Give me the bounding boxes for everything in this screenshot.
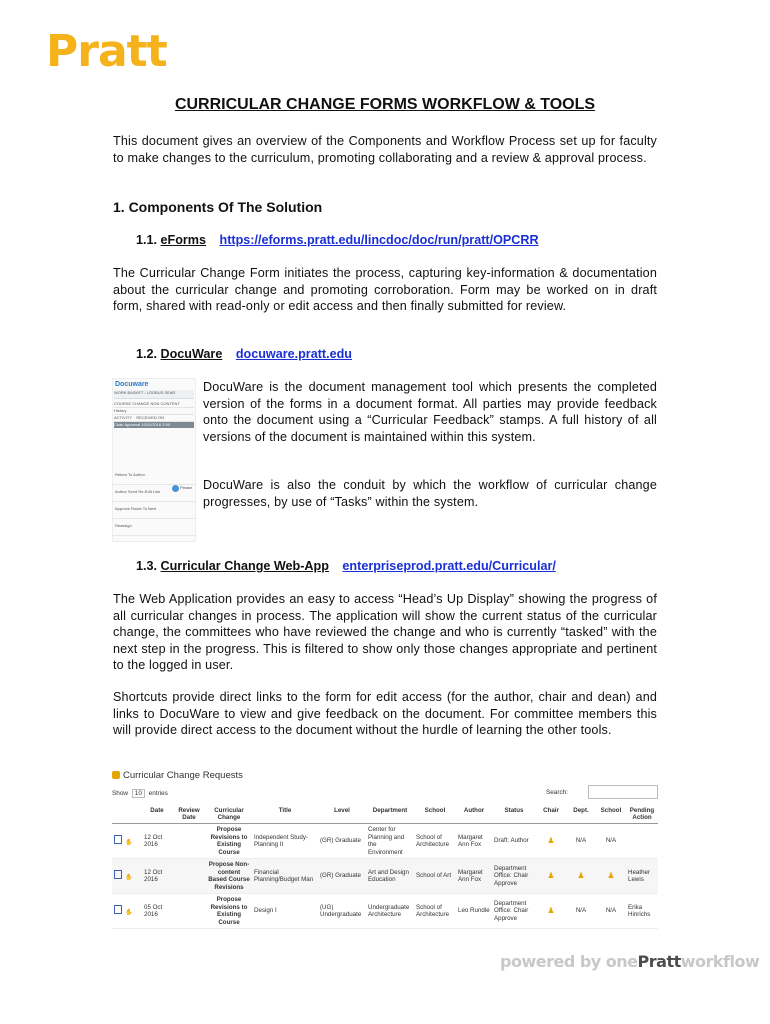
- thumb-please: Please: [180, 485, 193, 490]
- row-actions: [112, 894, 142, 929]
- thumb-task: Return To Author: [113, 468, 195, 485]
- table-controls: [112, 789, 658, 801]
- page-title: CURRICULAR CHANGE FORMS WORKFLOW & TOOLS: [174, 96, 596, 113]
- eforms-paragraph: The Curricular Change Form initiates the process, capturing key-information & documentation about the curricular change and promoting corroboration. Form may be worked on in draft form, shared with read-only or edit access and then finally submitted for review.: [113, 266, 657, 313]
- cell-chair: ♟: [536, 859, 566, 894]
- cell-chair: ♟: [536, 894, 566, 929]
- user-icon: [112, 771, 120, 779]
- thumb-doc-row: COURSE CHANGE NON CONTENT: [114, 401, 194, 408]
- entries-label: entries: [148, 790, 168, 797]
- docuware-brand: Docuware: [115, 381, 149, 388]
- webapp-paragraph-1: The Web Application provides an easy to access “Head’s Up Display” showing the progress of all curricular changes in process. The application will show the current status of the curricular change, the committees who have reviewed the change and who is currently “tasked” with the next step in the progress. This is filtered to show only those changes appropriate and pertinent to the logged in user.: [113, 592, 657, 672]
- table-header[interactable]: Title: [252, 805, 318, 824]
- row-actions: [112, 824, 142, 859]
- feedback-icon[interactable]: ✋: [125, 839, 133, 847]
- cell-date: 05 Oct 2016: [142, 894, 172, 929]
- cell-date: 12 Oct 2016: [142, 824, 172, 859]
- search-label: Search:: [545, 789, 568, 796]
- docuware-label: DocuWare: [160, 347, 223, 361]
- table-header[interactable]: Pending Action: [626, 805, 658, 824]
- table-header[interactable]: Chair: [536, 805, 566, 824]
- webapp-heading: [136, 559, 556, 573]
- footer-prefix: powered by one: [500, 952, 638, 971]
- cell-author: Margaret Ann Fox: [456, 824, 492, 859]
- cell-dept: Undergraduate Architecture: [366, 894, 414, 929]
- table-row: [112, 859, 658, 894]
- eforms-label: eForms: [160, 233, 207, 247]
- cell-review: [172, 824, 206, 859]
- eforms-heading: [136, 233, 539, 247]
- cell-deptc: N/A: [566, 824, 596, 859]
- webapp-number: 1.3.: [136, 559, 158, 573]
- cell-school: School of Architecture: [414, 824, 456, 859]
- docuware-heading: [136, 347, 352, 361]
- table-header[interactable]: School: [596, 805, 626, 824]
- table-header[interactable]: Department: [366, 805, 414, 824]
- cell-change: Propose Revisions to Existing Course: [206, 824, 252, 859]
- docuware-paragraph-1: DocuWare is the document management tool which presents the completed version of the forms in a document format. All parties may provide feedback onto the document using a “Curricular Feedback” stamps. A full history of all versions of the document is maintained within this system.: [203, 380, 657, 444]
- table-header[interactable]: Status: [492, 805, 536, 824]
- edit-icon[interactable]: [114, 905, 122, 914]
- table-header[interactable]: Review Date: [172, 805, 206, 824]
- thumb-selected-row: Chair Approval 10/11/2016 2:50: [114, 422, 194, 428]
- docuware-screenshot: [112, 378, 196, 542]
- cell-title: Design I: [252, 894, 318, 929]
- thumb-task: Author Send Re-Edit Link: [113, 485, 195, 502]
- cell-level: (UG) Undergraduate: [318, 894, 366, 929]
- cell-author: Margaret Ann Fox: [456, 859, 492, 894]
- edit-icon[interactable]: [114, 835, 122, 844]
- cell-dept: Center for Planning and the Environment: [366, 824, 414, 859]
- table-header[interactable]: School: [414, 805, 456, 824]
- docuware-link[interactable]: docuware.pratt.edu: [235, 347, 352, 361]
- cell-date: 12 Oct 2016: [142, 859, 172, 894]
- cell-author: Leo Rundle: [456, 894, 492, 929]
- radio-icon: [172, 485, 179, 492]
- cell-deptc: N/A: [566, 894, 596, 929]
- feedback-icon[interactable]: ✋: [125, 909, 133, 917]
- cell-pending: Heather Lewis: [626, 859, 658, 894]
- footer-brand: Pratt: [637, 952, 681, 971]
- cell-school: School of Art: [414, 859, 456, 894]
- cell-level: (GR) Graduate: [318, 824, 366, 859]
- cell-schoolc: ♟: [596, 859, 626, 894]
- cell-status: Department Office: Chair Approve: [492, 859, 536, 894]
- webapp-label: Curricular Change Web-App: [160, 559, 329, 573]
- cell-change: Propose Non-content Based Course Revisions: [206, 859, 252, 894]
- table-header: [112, 805, 142, 824]
- cell-pending: [626, 824, 658, 859]
- edit-icon[interactable]: [114, 870, 122, 879]
- eforms-number: 1.1.: [136, 233, 158, 247]
- cell-change: Propose Revisions to Existing Course: [206, 894, 252, 929]
- thumb-columns: ACTIVITY RECEIVED ON: [114, 415, 194, 422]
- entries-select[interactable]: 10: [132, 789, 145, 798]
- cell-review: [172, 894, 206, 929]
- cell-school: School of Architecture: [414, 894, 456, 929]
- cell-chair: ♟: [536, 824, 566, 859]
- show-label: Show: [112, 790, 128, 797]
- thumb-history: History: [114, 408, 194, 415]
- webapp-link[interactable]: enterpriseprod.pratt.edu/Curricular/: [342, 559, 556, 573]
- webapp-paragraph-2: Shortcuts provide direct links to the form for edit access (for the author, chair and dean) and links to DocuWare to view and give feedback on the document. For committee members this will provide direct access to the document without the hurdle of learning the other tools.: [113, 690, 657, 737]
- table-header[interactable]: Dept.: [566, 805, 596, 824]
- cell-level: (GR) Graduate: [318, 859, 366, 894]
- docuware-number: 1.2.: [136, 347, 158, 361]
- thumb-task: Approve Route To Next: [113, 502, 195, 519]
- requests-table: [112, 805, 658, 929]
- pratt-logo: Pratt: [46, 26, 167, 77]
- intro-paragraph: This document gives an overview of the Components and Workflow Process set up for faculty to make changes to the curriculum, promoting collaborating and a review & approval process.: [113, 134, 657, 165]
- cell-title: Financial Planning/Budget Man: [252, 859, 318, 894]
- curricular-change-table-screenshot: [112, 770, 658, 929]
- table-header[interactable]: Author: [456, 805, 492, 824]
- table-header[interactable]: Level: [318, 805, 366, 824]
- cell-dept: Art and Design Education: [366, 859, 414, 894]
- table-title: Curricular Change Requests: [112, 770, 658, 781]
- docuware-paragraph-2: DocuWare is also the conduit by which the workflow of curricular change progresses, by use of “Tasks” within the system.: [203, 478, 657, 509]
- cell-deptc: ♟: [566, 859, 596, 894]
- eforms-link[interactable]: https://eforms.pratt.edu/lincdoc/doc/run/pratt/OPCRR: [219, 233, 539, 247]
- search-input[interactable]: [588, 785, 658, 799]
- table-row: [112, 894, 658, 929]
- feedback-icon[interactable]: ✋: [125, 874, 133, 882]
- cell-status: Department Office: Chair Approve: [492, 894, 536, 929]
- cell-review: [172, 859, 206, 894]
- row-actions: [112, 859, 142, 894]
- cell-schoolc: N/A: [596, 894, 626, 929]
- cell-pending: Erika Hinrichs: [626, 894, 658, 929]
- powered-by-footer: [500, 952, 759, 971]
- footer-suffix: workflow: [680, 952, 760, 971]
- thumb-task: Reassign: [113, 519, 195, 536]
- cell-status: Draft: Author: [492, 824, 536, 859]
- cell-schoolc: N/A: [596, 824, 626, 859]
- table-header[interactable]: Curricular Change: [206, 805, 252, 824]
- cell-title: Independent Study- Planning II: [252, 824, 318, 859]
- section1-heading: 1. Components Of The Solution: [113, 199, 323, 215]
- table-header[interactable]: Date: [142, 805, 172, 824]
- table-row: [112, 824, 658, 859]
- thumb-tabbar: WORK BASKET : LOGBUS SEAR: [114, 390, 194, 399]
